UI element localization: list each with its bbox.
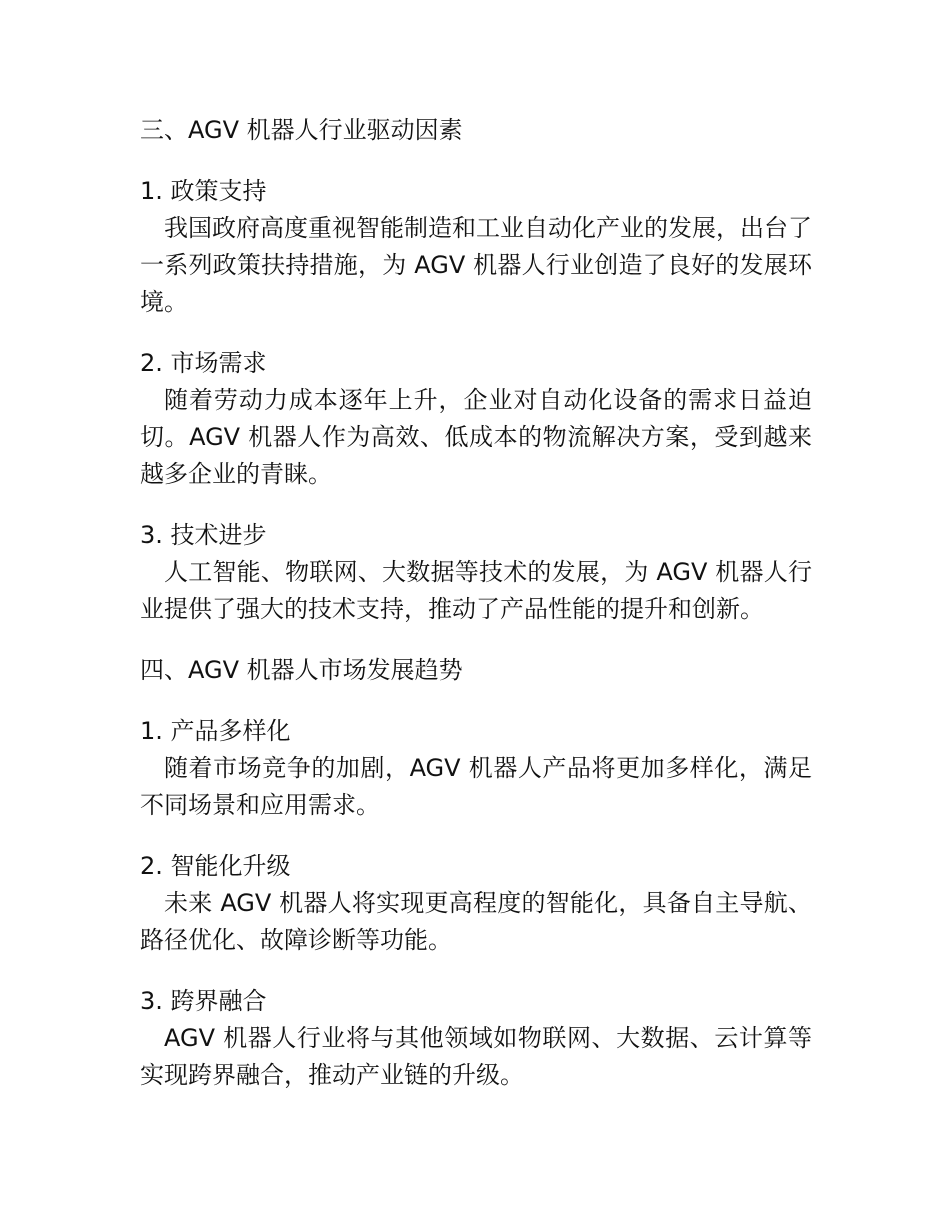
item-title: 3. 跨界融合 <box>140 987 267 1015</box>
item-title: 3. 技术进步 <box>140 521 267 549</box>
item-product-diversification <box>140 713 812 824</box>
section-drivers <box>140 112 812 628</box>
item-title: 2. 市场需求 <box>140 349 267 377</box>
item-intelligent-upgrade <box>140 848 812 959</box>
section-trends <box>140 652 812 1094</box>
document-page <box>140 112 812 1118</box>
item-market-demand <box>140 345 812 493</box>
item-cross-industry <box>140 983 812 1094</box>
item-body: AGV 机器人行业将与其他领域如物联网、大数据、云计算等实现跨界融合，推动产业链的升级。 <box>140 1024 812 1089</box>
item-title: 2. 智能化升级 <box>140 852 291 880</box>
item-body: 我国政府高度重视智能制造和工业自动化产业的发展，出台了一系列政策扶持措施，为 AGV 机器人行业创造了良好的发展环境。 <box>140 214 812 316</box>
item-body: 随着市场竞争的加剧，AGV 机器人产品将更加多样化，满足不同场景和应用需求。 <box>140 754 812 819</box>
section-heading: 四、AGV 机器人市场发展趋势 <box>140 656 463 684</box>
item-body: 人工智能、物联网、大数据等技术的发展，为 AGV 机器人行业提供了强大的技术支持，推动了产品性能的提升和创新。 <box>140 558 812 623</box>
item-tech-progress <box>140 517 812 628</box>
section-heading: 三、AGV 机器人行业驱动因素 <box>140 116 463 144</box>
item-body: 随着劳动力成本逐年上升，企业对自动化设备的需求日益迫切。AGV 机器人作为高效、低成本的物流解决方案，受到越来越多企业的青睐。 <box>140 386 812 488</box>
item-body: 未来 AGV 机器人将实现更高程度的智能化，具备自主导航、路径优化、故障诊断等功能。 <box>140 889 812 954</box>
item-title: 1. 政策支持 <box>140 177 267 205</box>
item-title: 1. 产品多样化 <box>140 717 291 745</box>
item-policy-support <box>140 173 812 321</box>
